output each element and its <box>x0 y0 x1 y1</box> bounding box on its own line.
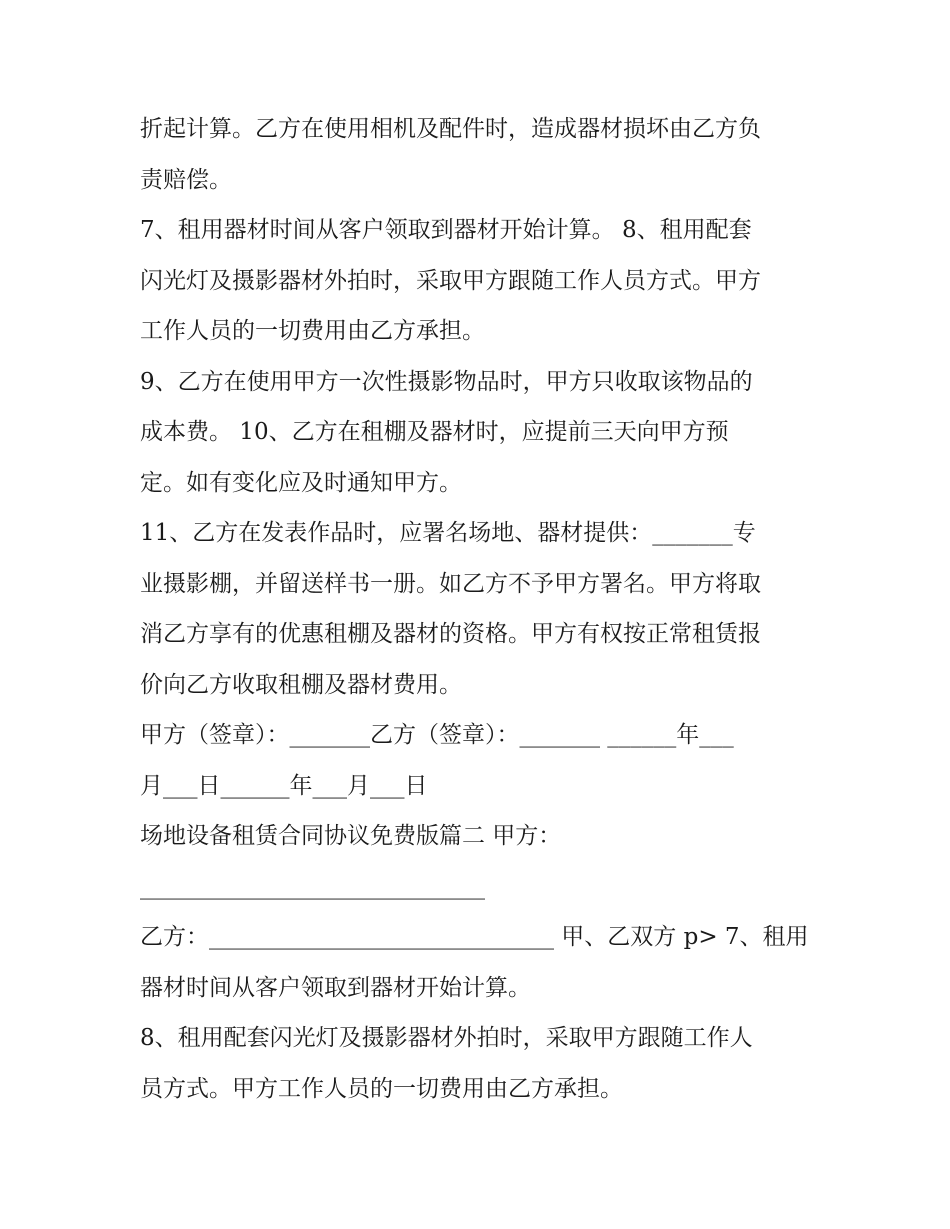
text-line: 7、租用器材时间从客户领取到器材开始计算。 8、租用配套 <box>140 217 752 243</box>
section-heading: 场地设备租赁合同协议免费版篇二 甲方： <box>140 823 562 849</box>
text-line: 工作人员的一切费用由乙方承担。 <box>140 318 485 344</box>
text-line: 11、乙方在发表作品时，应署名场地、器材提供：_______专 <box>140 520 756 546</box>
text-line: 定。如有变化应及时通知甲方。 <box>140 469 462 496</box>
text-line: 责赔偿。 <box>140 166 232 193</box>
text-line: 乙方：______________________________ 甲、乙双方 p> 7、租用 <box>140 924 809 950</box>
text-line: 消乙方享有的优惠租棚及器材的资格。甲方有权按正常租赁报 <box>140 621 761 647</box>
blank-field-line: ______________________________ <box>140 873 485 900</box>
text-line: 成本费。 10、乙方在租棚及器材时，应提前三天向甲方预 <box>140 419 729 445</box>
text-line: 员方式。甲方工作人员的一切费用由乙方承担。 <box>140 1075 623 1102</box>
text-line: 折起计算。乙方在使用相机及配件时，造成器材损坏由乙方负 <box>140 116 761 142</box>
document-body <box>140 104 820 1114</box>
text-line: 器材时间从客户领取到器材开始计算。 <box>140 974 531 1001</box>
text-line: 9、乙方在使用甲方一次性摄影物品时，甲方只收取该物品的 <box>140 368 753 395</box>
date-line: 月___日______年___月___日 <box>140 772 428 799</box>
text-line: 业摄影棚，并留送样书一册。如乙方不予甲方署名。甲方将取 <box>140 570 761 597</box>
text-line: 8、租用配套闪光灯及摄影器材外拍时，采取甲方跟随工作人 <box>140 1025 753 1051</box>
text-line: 价向乙方收取租棚及器材费用。 <box>140 671 462 698</box>
text-line: 闪光灯及摄影器材外拍时，采取甲方跟随工作人员方式。甲方 <box>140 267 761 294</box>
signature-line: 甲方（签章）：_______乙方（签章）：_______ ______年___ <box>140 722 734 748</box>
